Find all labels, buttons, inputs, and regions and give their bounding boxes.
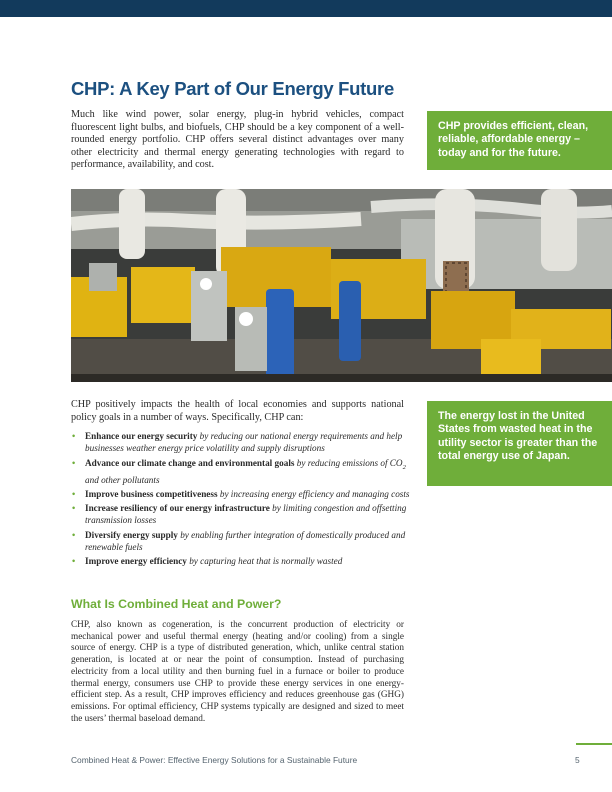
bullet-icon: • xyxy=(72,457,76,468)
list-item xyxy=(71,488,416,500)
benefit-title: Improve business competitiveness xyxy=(85,488,218,499)
co2-subscript: 2 xyxy=(402,463,406,471)
bullet-icon: • xyxy=(72,431,76,441)
list-item xyxy=(71,430,416,454)
benefit-description: by reducing our national energy requirements and help businesses weather energy price volatility and supply disruptions xyxy=(85,431,403,454)
intro-paragraph: Much like wind power, solar energy, plug-in hybrid vehicles, compact fluorescent light bulbs, and biofuels, CHP should be a key component of a well-rounded energy portfolio. CHP offers several distinct advantages over many other electricity and thermal energy generating technologies with regard to performance, availability, and cost. xyxy=(71,109,404,171)
chp-generator-photo xyxy=(71,189,612,382)
list-item xyxy=(71,555,416,567)
list-item xyxy=(71,502,416,526)
callout-box-efficient xyxy=(427,111,612,170)
benefit-description-tail: and other pollutants xyxy=(85,474,160,485)
callout-text: CHP provides efficient, clean, reliable, affordable energy – today and for the future. xyxy=(438,120,589,159)
page-number: 5 xyxy=(575,755,580,765)
bullet-icon: • xyxy=(72,488,76,499)
callout-text: The energy lost in the United States from wasted heat in the utility sector is greater than the total energy use of Japan. xyxy=(438,410,598,463)
benefit-title: Diversify energy supply xyxy=(85,529,178,540)
benefit-title: Enhance our energy security xyxy=(85,431,198,441)
bullet-icon: • xyxy=(72,529,76,540)
page-title: CHP: A Key Part of Our Energy Future xyxy=(71,78,394,99)
impacts-paragraph: CHP positively impacts the health of local economies and supports national policy goals in a number of ways. Specifically, CHP can: xyxy=(71,399,404,423)
callout-box-energy-lost xyxy=(427,401,612,486)
footer-text: Combined Heat & Power: Effective Energy Solutions for a Sustainable Future xyxy=(71,755,358,765)
benefit-description: by increasing energy efficiency and managing costs xyxy=(219,488,410,499)
section-heading: What Is Combined Heat and Power? xyxy=(71,597,282,611)
list-item xyxy=(71,529,416,553)
bullet-icon: • xyxy=(72,556,76,567)
benefit-description: by limiting congestion and offsetting transmission losses xyxy=(85,503,407,526)
benefit-title: Improve energy efficiency xyxy=(85,556,187,567)
list-item xyxy=(71,457,416,486)
chp-definition-paragraph: CHP, also known as cogeneration, is the concurrent production of electricity or mechanical power and useful thermal energy (heating and/or cooling) from a single source of energy. CHP is a type of distributed generation, which, unlike central station generation, is located at or near the point of consumption. Instead of purchasing electricity from a local utility and then burning fuel in a furnace or boiler to produce thermal energy, consumers use CHP to provide these energy services in one energy-efficient step. As a result, CHP improves efficiency and reduces greenhouse gas (GHG) emissions. For optimal efficiency, CHP systems typically are designed and sized to meet the users’ thermal baseload demand. xyxy=(71,620,404,724)
top-banner xyxy=(0,0,612,17)
benefit-title: Increase resiliency of our energy infrastructure xyxy=(85,503,270,514)
benefit-description: by capturing heat that is normally wasted xyxy=(189,556,343,567)
bullet-icon: • xyxy=(72,503,76,514)
footer-accent-line xyxy=(576,743,612,745)
benefit-description: by enabling further integration of domestically produced and renewable fuels xyxy=(85,529,406,552)
benefit-title: Advance our climate change and environmental goals xyxy=(85,457,295,468)
benefit-description-text: by reducing emissions of CO xyxy=(296,457,403,468)
benefits-list xyxy=(71,430,416,569)
